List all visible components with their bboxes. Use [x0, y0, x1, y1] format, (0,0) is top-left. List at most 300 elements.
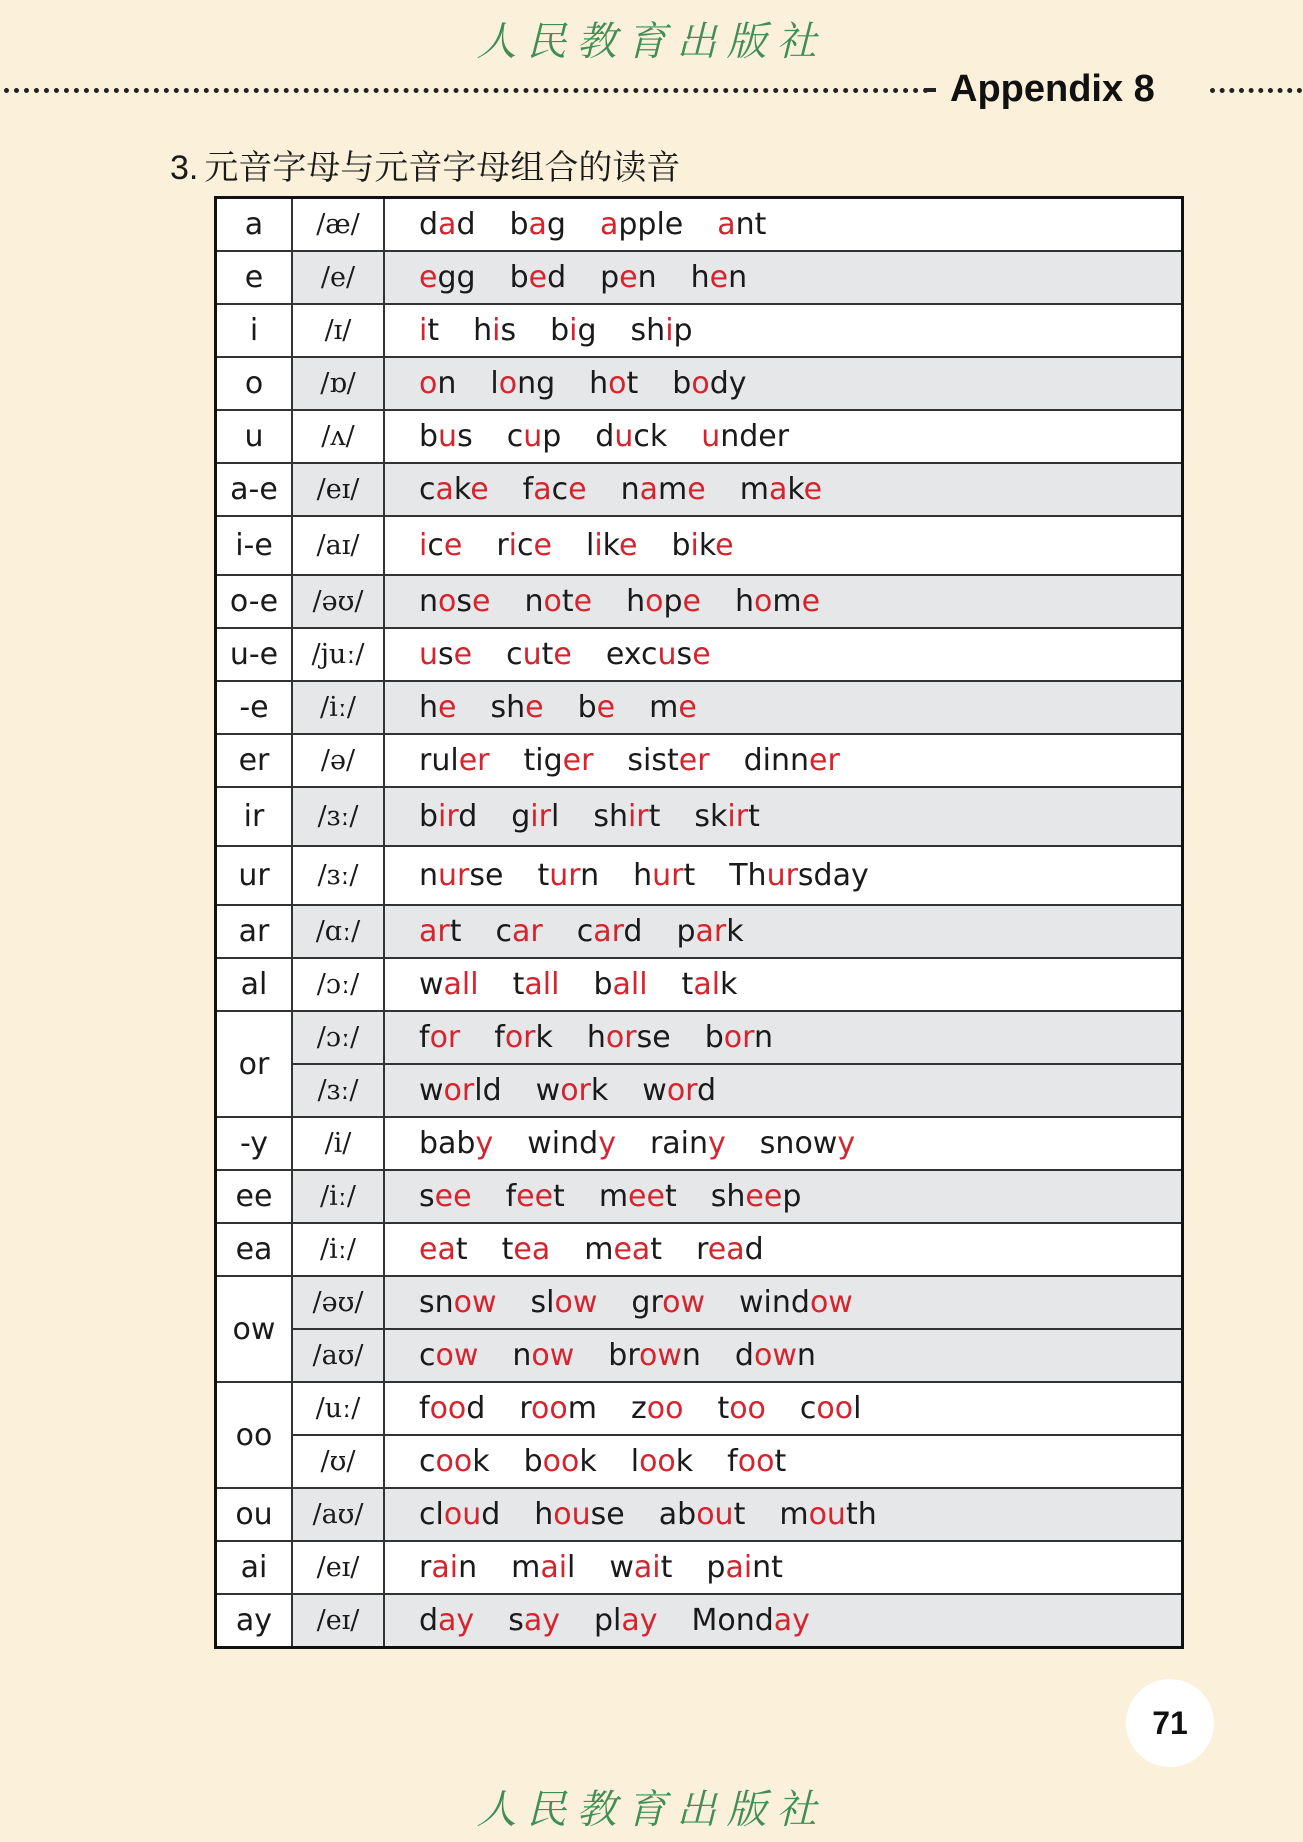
letter-cell: ow	[216, 1276, 293, 1382]
word-part: d	[734, 1338, 754, 1373]
highlighted-letters: ar	[511, 914, 543, 949]
word-part: t	[648, 799, 661, 834]
highlighted-letters: i	[492, 313, 501, 348]
example-word	[595, 419, 667, 454]
highlighted-letters: oo	[639, 1444, 676, 1479]
example-word	[419, 1285, 497, 1320]
publisher-logo-bottom: 人民教育出版社	[476, 1787, 827, 1833]
example-words-cell	[384, 463, 1183, 516]
highlighted-letters: u	[614, 419, 634, 454]
highlighted-letters: oo	[646, 1391, 684, 1426]
example-word	[694, 799, 759, 834]
highlighted-letters: ai	[540, 1550, 568, 1585]
word-part: l	[490, 366, 499, 401]
example-word	[531, 1285, 598, 1320]
example-word	[606, 637, 711, 672]
highlighted-letters: ow	[639, 1338, 682, 1373]
example-word	[419, 1444, 490, 1479]
highlighted-letters: oo	[816, 1391, 854, 1426]
dotted-rule-left	[4, 88, 929, 93]
letter-cell: o	[216, 357, 293, 410]
letter-cell: u-e	[216, 628, 293, 681]
example-word	[600, 260, 657, 295]
table-row	[216, 463, 1183, 516]
word-part: m	[511, 1550, 541, 1585]
example-word	[599, 1179, 677, 1214]
word-part: t	[717, 1391, 730, 1426]
word-part: f	[727, 1444, 738, 1479]
highlighted-letters: o	[438, 584, 457, 619]
example-word	[523, 472, 587, 507]
example-word	[419, 1550, 477, 1585]
word-part: h	[690, 260, 710, 295]
word-part: h	[419, 690, 439, 725]
highlighted-letters: ar	[695, 914, 727, 949]
example-word	[584, 1232, 662, 1267]
ipa-cell: /aɪ/	[292, 516, 384, 575]
word-part: b	[593, 967, 613, 1002]
word-part: d	[419, 207, 439, 242]
table-row	[216, 628, 1183, 681]
word-part: nt	[735, 207, 767, 242]
word-part: p	[676, 914, 696, 949]
example-word	[593, 967, 647, 1002]
example-word	[659, 1497, 746, 1532]
word-part: h	[734, 584, 754, 619]
word-part: sh	[630, 313, 666, 348]
section-number: 3.	[170, 149, 199, 187]
highlighted-letters: ai	[633, 1550, 661, 1585]
example-word	[524, 1444, 597, 1479]
letter-cell: ou	[216, 1488, 293, 1541]
word-part: n	[681, 1338, 701, 1373]
highlighted-letters: or	[429, 1020, 461, 1055]
example-words-cell	[384, 1488, 1183, 1541]
highlighted-letters: ow	[531, 1338, 575, 1373]
example-word	[419, 419, 473, 454]
word-part: k	[720, 967, 738, 1002]
example-words-cell	[384, 734, 1183, 787]
word-part: s	[676, 637, 693, 672]
example-word	[419, 858, 503, 893]
example-word	[577, 914, 643, 949]
example-word	[419, 967, 479, 1002]
highlighted-letters: e	[687, 472, 706, 507]
example-word	[495, 914, 542, 949]
highlighted-letters: ou	[553, 1497, 591, 1532]
example-word	[524, 584, 592, 619]
example-word	[534, 1497, 624, 1532]
letter-cell: -e	[216, 681, 293, 734]
word-part: l	[567, 1550, 576, 1585]
example-word	[419, 637, 472, 672]
word-part: b	[671, 528, 691, 563]
word-part: m	[598, 1179, 629, 1214]
word-part: w	[419, 967, 444, 1002]
word-part: s	[419, 1179, 435, 1214]
table-row	[216, 1117, 1183, 1170]
letter-cell: er	[216, 734, 293, 787]
word-part: c	[419, 472, 436, 507]
table-row	[216, 905, 1183, 958]
table-row	[216, 1011, 1183, 1064]
word-part: ng	[517, 366, 556, 401]
example-word	[519, 1391, 597, 1426]
dash-rule	[924, 88, 936, 92]
ipa-cell: /æ/	[292, 198, 384, 252]
ipa-cell: /ʊ/	[292, 1435, 384, 1488]
word-part: p	[542, 419, 562, 454]
example-word	[512, 1338, 574, 1373]
word-part: r	[519, 1391, 532, 1426]
ipa-cell: /i/	[292, 1117, 384, 1170]
highlighted-letters: o	[645, 584, 664, 619]
word-part: t	[664, 1179, 677, 1214]
word-part: k	[698, 528, 716, 563]
example-words-cell	[384, 628, 1183, 681]
word-part: k	[535, 1020, 553, 1055]
example-word	[779, 1497, 876, 1532]
letter-cell: -y	[216, 1117, 293, 1170]
word-part: k	[675, 1444, 694, 1479]
letter-cell: oo	[216, 1382, 293, 1488]
example-word	[692, 1603, 810, 1638]
highlighted-letters: ee	[745, 1179, 783, 1214]
example-word	[419, 1126, 493, 1161]
highlighted-letters: a	[435, 472, 454, 507]
example-word	[419, 1232, 468, 1267]
word-part: t	[501, 1232, 514, 1267]
example-word	[419, 1338, 478, 1373]
word-part: l	[550, 799, 560, 834]
word-part: s	[500, 313, 517, 348]
letter-cell: al	[216, 958, 293, 1011]
table-row	[216, 734, 1183, 787]
word-part: t	[650, 1232, 663, 1267]
word-part: k	[472, 1444, 490, 1479]
highlighted-letters: ar	[593, 914, 624, 949]
word-part: exc	[605, 637, 658, 672]
word-part: l	[585, 528, 595, 563]
example-words-cell	[384, 516, 1183, 575]
example-word	[608, 1338, 701, 1373]
highlighted-letters: e	[596, 690, 616, 725]
highlighted-letters: ur	[438, 858, 470, 893]
word-part: n	[419, 584, 439, 619]
highlighted-letters: ay	[438, 1603, 475, 1638]
ipa-cell: /ɪ/	[292, 304, 384, 357]
example-word	[507, 419, 562, 454]
highlighted-letters: all	[443, 967, 479, 1002]
example-word	[419, 472, 489, 507]
highlighted-letters: or	[443, 1073, 475, 1108]
highlighted-letters: o	[691, 366, 710, 401]
word-part: w	[642, 1073, 667, 1108]
word-part: n	[419, 858, 439, 893]
example-word	[627, 743, 709, 778]
word-part: sl	[530, 1285, 555, 1320]
ipa-cell: /iː/	[292, 1170, 384, 1223]
example-word	[609, 1550, 672, 1585]
example-word	[419, 366, 456, 401]
example-words-cell	[384, 575, 1183, 628]
letter-cell: o-e	[216, 575, 293, 628]
letter-cell: a	[216, 198, 293, 252]
highlighted-letters: a	[717, 207, 736, 242]
highlighted-letters: e	[618, 528, 638, 563]
example-words-cell	[384, 410, 1183, 463]
ipa-cell: /əʊ/	[292, 575, 384, 628]
word-part: d	[696, 1073, 717, 1108]
ipa-cell: /ɔː/	[292, 1011, 384, 1064]
example-word	[523, 743, 593, 778]
example-word	[419, 260, 476, 295]
example-word	[419, 690, 456, 725]
example-word	[509, 207, 565, 242]
example-word	[650, 1126, 726, 1161]
word-part: b	[577, 690, 597, 725]
word-part: tig	[523, 743, 563, 778]
highlighted-letters: ow	[809, 1285, 853, 1320]
word-part: c	[551, 472, 569, 507]
word-part: r	[496, 528, 509, 563]
ipa-cell: /e/	[292, 251, 384, 304]
word-part: sn	[419, 1285, 454, 1320]
word-part: w	[419, 1073, 444, 1108]
word-part: p	[782, 1179, 802, 1214]
ipa-cell: /uː/	[292, 1382, 384, 1435]
appendix-heading: Appendix 8	[950, 68, 1155, 110]
example-word	[589, 366, 638, 401]
highlighted-letters: ou	[696, 1497, 734, 1532]
word-part: c	[495, 914, 512, 949]
table-row	[216, 410, 1183, 463]
word-part: cl	[419, 1497, 444, 1532]
word-part: c	[506, 419, 524, 454]
word-part: snow	[759, 1126, 838, 1161]
example-word	[419, 743, 489, 778]
highlighted-letters: oo	[542, 1444, 580, 1479]
word-part: m	[567, 1391, 597, 1426]
word-part: b	[419, 419, 439, 454]
table-row	[216, 1329, 1183, 1382]
highlighted-letters: ou	[443, 1497, 482, 1532]
word-part: t	[774, 1444, 787, 1479]
word-part: r	[696, 1232, 708, 1267]
example-word	[642, 1073, 716, 1108]
letter-cell: a-e	[216, 463, 293, 516]
word-part: k	[602, 528, 619, 563]
table-row	[216, 198, 1183, 252]
highlighted-letters: ai	[725, 1550, 753, 1585]
example-word	[527, 1126, 616, 1161]
word-part: s	[438, 637, 454, 672]
word-part: c	[427, 528, 444, 563]
example-word	[419, 313, 439, 348]
table-row	[216, 1435, 1183, 1488]
highlighted-letters: er	[678, 743, 710, 778]
word-part: d	[595, 419, 615, 454]
example-word	[711, 1179, 802, 1214]
word-part: p	[600, 260, 620, 295]
table-row	[216, 1064, 1183, 1117]
highlighted-letters: ee	[434, 1179, 472, 1214]
example-words-cell	[384, 1064, 1183, 1117]
word-part: n	[796, 1338, 816, 1373]
word-part: c	[576, 914, 594, 949]
example-word	[506, 1179, 565, 1214]
highlighted-letters: a	[528, 207, 547, 242]
highlighted-letters: e	[419, 260, 438, 295]
ipa-cell: /ʌ/	[292, 410, 384, 463]
word-part: gr	[631, 1285, 663, 1320]
word-part: th	[845, 1497, 877, 1532]
ipa-cell: /eɪ/	[292, 463, 384, 516]
ipa-cell: /ɒ/	[292, 357, 384, 410]
word-part: h	[586, 1020, 606, 1055]
highlighted-letters: e	[533, 528, 552, 563]
word-part: c	[517, 528, 534, 563]
word-part: s	[508, 1603, 524, 1638]
word-part: bab	[419, 1126, 476, 1161]
word-part: d	[547, 260, 567, 295]
example-words-cell	[384, 1382, 1183, 1435]
word-part: k	[453, 472, 471, 507]
word-part: l	[630, 1444, 640, 1479]
table-row	[216, 251, 1183, 304]
example-word	[419, 914, 461, 949]
example-word	[682, 967, 738, 1002]
word-part: ld	[474, 1073, 502, 1108]
word-part: sist	[627, 743, 679, 778]
example-words-cell	[384, 846, 1183, 905]
example-words-cell	[384, 1435, 1183, 1488]
word-part: b	[509, 207, 529, 242]
ipa-cell: /iː/	[292, 1223, 384, 1276]
highlighted-letters: e	[470, 472, 489, 507]
publisher-logo-top: 人民教育出版社	[476, 19, 827, 65]
example-word	[593, 799, 660, 834]
word-part: b	[419, 799, 439, 834]
example-word	[739, 1285, 853, 1320]
word-part: Mond	[691, 1603, 774, 1638]
highlighted-letters: ar	[419, 914, 450, 949]
example-word	[672, 366, 746, 401]
word-part: se	[469, 858, 504, 893]
word-part: t	[512, 967, 525, 1002]
word-part: h	[626, 584, 646, 619]
example-word	[419, 1391, 485, 1426]
example-word	[419, 207, 475, 242]
word-part: pl	[593, 1603, 622, 1638]
highlighted-letters: er	[808, 743, 840, 778]
table-row	[216, 1488, 1183, 1541]
word-part: h	[589, 366, 609, 401]
highlighted-letters: e	[568, 472, 587, 507]
word-part: t	[681, 967, 694, 1002]
word-part: Th	[729, 858, 767, 893]
highlighted-letters: a	[599, 207, 619, 242]
word-part: m	[584, 1232, 614, 1267]
highlighted-letters: oo	[737, 1444, 775, 1479]
example-word	[511, 1550, 575, 1585]
example-words-cell	[384, 1594, 1183, 1648]
word-part: t	[541, 637, 554, 672]
word-part: d	[458, 799, 478, 834]
example-word	[631, 313, 693, 348]
word-part: sh	[710, 1179, 746, 1214]
highlighted-letters: e	[528, 260, 548, 295]
word-part: t	[748, 799, 760, 834]
highlighted-letters: oo	[729, 1391, 766, 1426]
word-part: t	[683, 858, 696, 893]
example-word	[419, 1603, 474, 1638]
letter-cell: ea	[216, 1223, 293, 1276]
example-word	[419, 1497, 500, 1532]
highlighted-letters: all	[612, 967, 648, 1002]
ipa-cell: /ɜː/	[292, 1064, 384, 1117]
highlighted-letters: e	[715, 528, 734, 563]
word-part: d	[466, 1391, 486, 1426]
highlighted-letters: i	[594, 528, 603, 563]
highlighted-letters: u	[419, 637, 439, 672]
highlighted-letters: u	[522, 637, 542, 672]
example-words-cell	[384, 198, 1183, 252]
table-row	[216, 575, 1183, 628]
highlighted-letters: ea	[707, 1232, 745, 1267]
highlighted-letters: ir	[727, 799, 749, 834]
example-word	[691, 260, 748, 295]
example-word	[735, 584, 820, 619]
word-part: n	[580, 858, 600, 893]
example-word	[631, 1391, 683, 1426]
word-part: k	[787, 472, 804, 507]
letter-cell: ai	[216, 1541, 293, 1594]
word-part: m	[779, 1497, 809, 1532]
highlighted-letters: ay	[621, 1603, 658, 1638]
example-word	[676, 914, 743, 949]
ipa-cell: /əʊ/	[292, 1276, 384, 1329]
word-part: dy	[709, 366, 747, 401]
word-part: n	[437, 366, 457, 401]
example-words-cell	[384, 1170, 1183, 1223]
example-words-cell	[384, 1329, 1183, 1382]
word-part: f	[419, 1020, 430, 1055]
letter-cell: ir	[216, 787, 293, 846]
example-word	[419, 1179, 472, 1214]
letter-cell: i	[216, 304, 293, 357]
ipa-cell: /ə/	[292, 734, 384, 787]
highlighted-letters: oo	[531, 1391, 568, 1426]
example-word	[626, 584, 701, 619]
table-row	[216, 787, 1183, 846]
highlighted-letters: y	[598, 1126, 616, 1161]
example-words-cell	[384, 357, 1183, 410]
highlighted-letters: u	[438, 419, 458, 454]
highlighted-letters: a	[533, 472, 552, 507]
example-word	[473, 313, 516, 348]
highlighted-letters: ea	[613, 1232, 651, 1267]
highlighted-letters: ir	[530, 799, 551, 834]
word-part: c	[419, 1444, 436, 1479]
highlighted-letters: ay	[523, 1603, 560, 1638]
word-part: t	[427, 313, 440, 348]
letter-cell: e	[216, 251, 293, 304]
word-part: c	[799, 1391, 817, 1426]
page-number: 71	[1126, 1679, 1214, 1767]
table-row	[216, 846, 1183, 905]
word-part: g	[511, 799, 531, 834]
